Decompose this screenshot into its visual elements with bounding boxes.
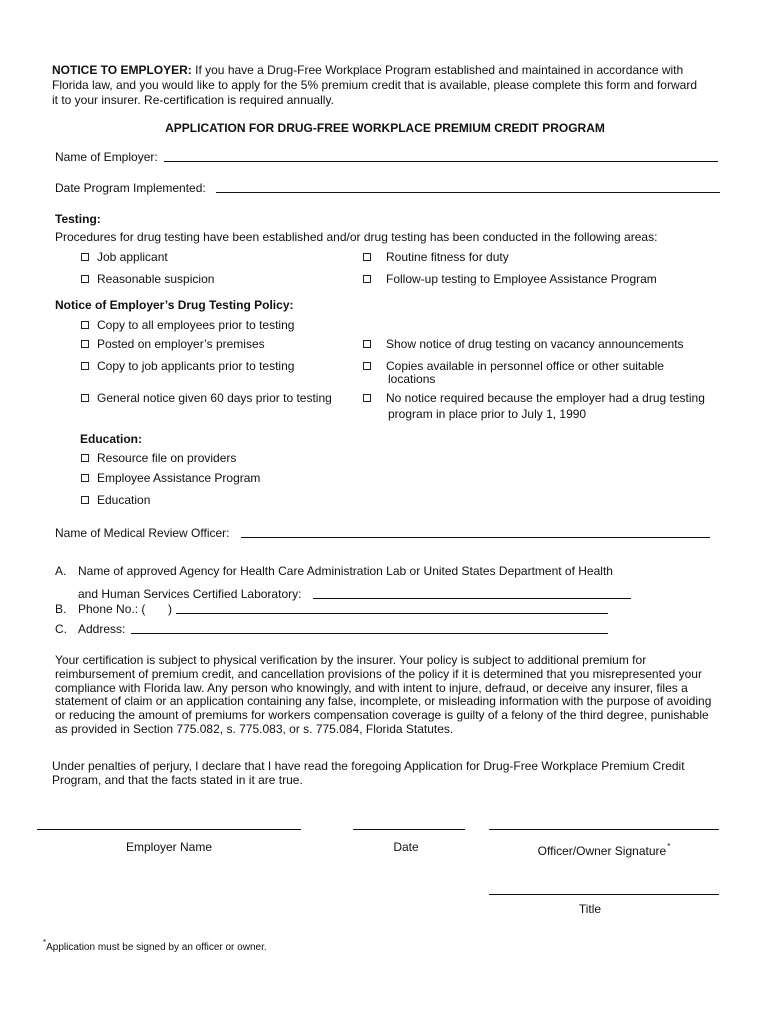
- title-signature-line[interactable]: [489, 894, 719, 895]
- education-heading: Education:: [80, 432, 142, 446]
- address-label: Address:: [78, 622, 126, 636]
- checkbox-icon[interactable]: [81, 321, 89, 329]
- checkbox-copy-all-employees[interactable]: Copy to all employees prior to testing: [81, 318, 294, 332]
- no-notice-required-line-2: program in place prior to July 1, 1990: [388, 407, 587, 421]
- employer-name-signature-line[interactable]: [37, 829, 301, 830]
- asterisk-mark: *: [667, 842, 671, 851]
- checkbox-employee-assistance[interactable]: Employee Assistance Program: [81, 471, 260, 485]
- checkbox-resource-file[interactable]: Resource file on providers: [81, 451, 236, 465]
- checkbox-icon[interactable]: [363, 394, 371, 402]
- checkbox-reasonable-suspicion[interactable]: Reasonable suspicion: [81, 272, 214, 286]
- officer-signature-line[interactable]: [489, 829, 719, 830]
- lab-c-letter: C.: [55, 622, 67, 636]
- notice-policy-heading: Notice of Employer’s Drug Testing Policy:: [55, 298, 294, 312]
- checkbox-icon[interactable]: [81, 275, 89, 283]
- date-caption: Date: [393, 840, 419, 854]
- certification-paragraph: Your certification is subject to physical verification by the insurer. Your policy is subject to additional premium for reimbursement of premium credit, and cancellation provisions of the policy if it is determined that you misrepresented your compliance with Florida law. Any person who knowingly, and with intent to injure, defraud, or deceive any insurer, files a statement of claim or an application containing any false, incomplete, or misleading information with the purpose of avoiding or reducing the amount of premiums for workers compensation coverage is guilty of a felony of the third degree, punishable as provided in Section 775.082, s. 775.083, or s. 775.084, Florida Statutes.: [55, 653, 712, 736]
- checkbox-icon[interactable]: [81, 496, 89, 504]
- date-implemented-label: Date Program Implemented:: [55, 181, 206, 195]
- perjury-statement: Under penalties of perjury, I declare that I have read the foregoing Application for Drug-Free Workplace Premium Credit Program, and that the facts stated in it are true.: [52, 759, 685, 787]
- form-title: APPLICATION FOR DRUG-FREE WORKPLACE PREMIUM CREDIT PROGRAM: [165, 121, 605, 135]
- footnote-mark: *: [43, 938, 47, 947]
- notice-line-3: it to your insurer. Re-certification is required annually.: [52, 93, 334, 107]
- checkbox-copy-job-applicants[interactable]: Copy to job applicants prior to testing: [81, 359, 294, 373]
- testing-intro: Procedures for drug testing have been established and/or drug testing has been conducted in the following areas:: [55, 230, 658, 244]
- checkbox-icon[interactable]: [81, 474, 89, 482]
- checkbox-job-applicant[interactable]: Job applicant: [81, 250, 168, 264]
- checkbox-icon[interactable]: [363, 362, 371, 370]
- checkbox-education[interactable]: Education: [81, 493, 150, 507]
- mro-field[interactable]: [241, 537, 710, 538]
- phone-label: Phone No.: (: [78, 602, 146, 616]
- employer-name-label: Name of Employer:: [55, 150, 158, 164]
- employer-name-field[interactable]: [164, 161, 718, 162]
- checkbox-icon[interactable]: [81, 394, 89, 402]
- checkbox-icon[interactable]: [363, 340, 371, 348]
- testing-heading: Testing:: [55, 212, 101, 226]
- checkbox-icon[interactable]: [81, 340, 89, 348]
- checkbox-vacancy-announcements[interactable]: Show notice of drug testing on vacancy announcements: [363, 337, 684, 351]
- lab-b-letter: B.: [55, 602, 67, 616]
- checkbox-follow-up-testing[interactable]: Follow-up testing to Employee Assistance Program: [363, 272, 657, 286]
- checkbox-general-notice-60-days[interactable]: General notice given 60 days prior to testing: [81, 391, 332, 405]
- date-implemented-field[interactable]: [216, 192, 720, 193]
- checkbox-routine-fitness[interactable]: Routine fitness for duty: [363, 250, 509, 264]
- lab-name-field[interactable]: [313, 598, 631, 599]
- officer-signature-caption: Officer/Owner Signature*: [537, 842, 671, 858]
- checkbox-icon[interactable]: [363, 253, 371, 261]
- checkbox-copies-personnel-office[interactable]: Copies available in personnel office or other suitable: [363, 359, 664, 373]
- phone-field[interactable]: [176, 613, 608, 614]
- employer-name-caption: Employer Name: [125, 840, 213, 854]
- lab-a-line-1: Name of approved Agency for Health Care Administration Lab or United States Department of Health: [78, 564, 613, 578]
- checkbox-posted-premises[interactable]: Posted on employer’s premises: [81, 337, 265, 351]
- notice-text-1: If you have a Drug-Free Workplace Program established and maintained in accordance with: [191, 63, 684, 77]
- title-caption: Title: [578, 902, 602, 916]
- address-field[interactable]: [131, 633, 608, 634]
- checkbox-no-notice-required[interactable]: No notice required because the employer had a drug testing: [363, 391, 705, 405]
- notice-line-2: Florida law, and you would like to apply for the 5% premium credit that is available, please complete this form and forward: [52, 78, 697, 92]
- checkbox-icon[interactable]: [81, 454, 89, 462]
- lab-a-line-2: and Human Services Certified Laboratory:: [78, 587, 302, 601]
- notice-line-1: [52, 63, 683, 77]
- checkbox-icon[interactable]: [81, 362, 89, 370]
- lab-a-letter: A.: [55, 564, 67, 578]
- date-signature-line[interactable]: [353, 829, 465, 830]
- footnote: *Application must be signed by an officer or owner.: [43, 938, 267, 953]
- notice-label: NOTICE TO EMPLOYER:: [52, 63, 192, 77]
- mro-label: Name of Medical Review Officer:: [55, 526, 230, 540]
- phone-paren: ): [168, 602, 172, 616]
- checkbox-icon[interactable]: [363, 275, 371, 283]
- checkbox-icon[interactable]: [81, 253, 89, 261]
- copies-personnel-office-line-2: locations: [388, 372, 436, 386]
